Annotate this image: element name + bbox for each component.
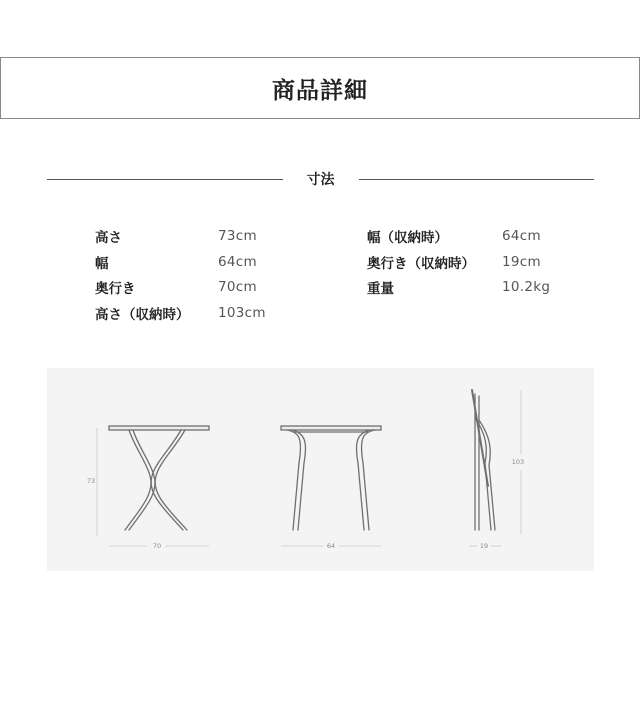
dimension-drawing bbox=[47, 368, 594, 571]
spec-value: 10.2kg bbox=[502, 279, 551, 295]
spec-label: 奥行き（収納時） bbox=[367, 256, 475, 272]
spec-label: 奥行き bbox=[95, 281, 136, 297]
folded-view-drawing bbox=[472, 390, 495, 530]
spec-label: 高さ bbox=[95, 230, 122, 246]
spec-label: 幅 bbox=[95, 256, 109, 272]
spec-value: 103cm bbox=[218, 305, 266, 321]
section-title: 寸法 bbox=[306, 172, 335, 188]
side-view-drawing bbox=[109, 426, 209, 530]
product-detail-header bbox=[0, 57, 640, 119]
spec-value: 19cm bbox=[502, 254, 541, 270]
spec-label: 高さ（収納時） bbox=[95, 307, 190, 323]
dim-label-folded-depth: 19 bbox=[479, 542, 489, 550]
dim-label-folded-height: 103 bbox=[511, 458, 525, 466]
dimensions-heading bbox=[47, 168, 594, 190]
dim-label-side-depth: 70 bbox=[152, 542, 162, 550]
heading-rule-left bbox=[47, 179, 283, 180]
dimension-diagram bbox=[47, 368, 594, 571]
page-title: 商品詳細 bbox=[272, 77, 368, 104]
dim-label-side-height: 73 bbox=[86, 477, 96, 485]
heading-rule-right bbox=[359, 179, 595, 180]
spec-value: 64cm bbox=[218, 254, 257, 270]
spec-value: 70cm bbox=[218, 279, 257, 295]
spec-label: 重量 bbox=[367, 281, 394, 297]
spec-value: 64cm bbox=[502, 228, 541, 244]
front-view-drawing bbox=[281, 426, 381, 530]
spec-value: 73cm bbox=[218, 228, 257, 244]
spec-label: 幅（収納時） bbox=[367, 230, 448, 246]
dim-label-front-width: 64 bbox=[326, 542, 336, 550]
